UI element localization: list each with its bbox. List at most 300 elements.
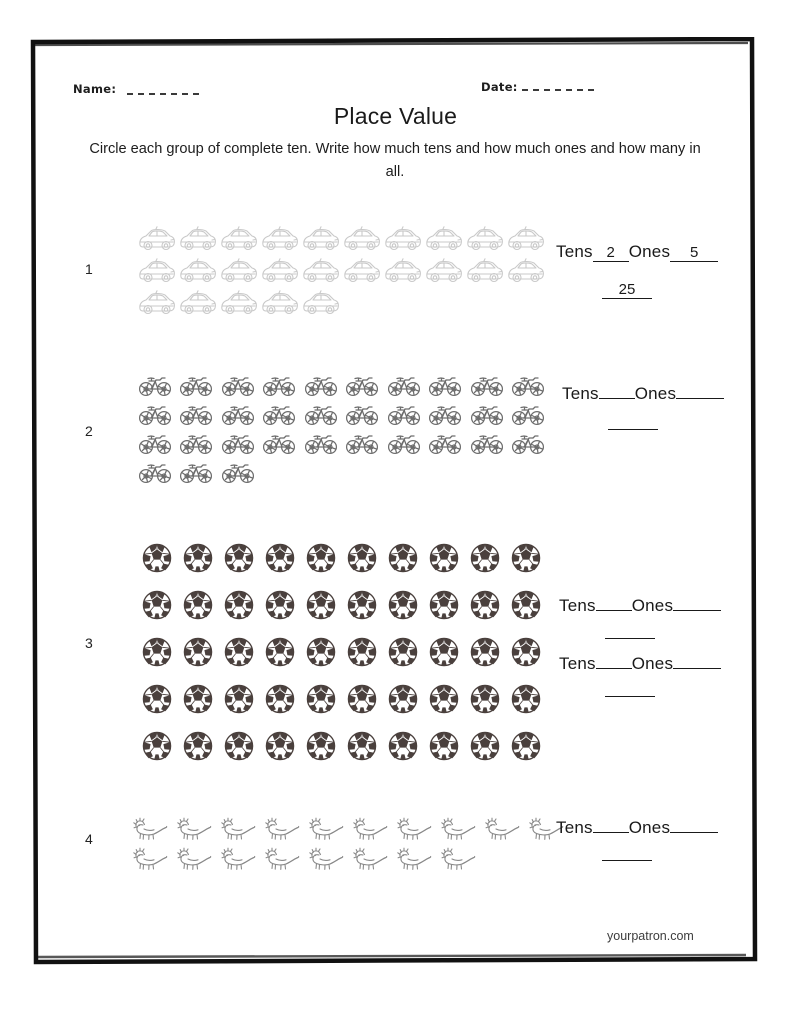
problem-number-1: 1	[85, 261, 93, 277]
bicycle-icon	[428, 373, 462, 397]
bicycle-icon	[511, 402, 545, 426]
soccer-ball-icon	[423, 730, 464, 762]
bicycle-icon	[176, 401, 218, 427]
soccer-ball-icon	[136, 730, 177, 762]
ones-label: Ones	[628, 818, 671, 837]
soccer-ball-icon	[177, 542, 218, 574]
problem-number-2: 2	[85, 423, 93, 439]
total-line	[562, 429, 724, 430]
bicycle-icon	[425, 401, 467, 427]
soccer-ball-icon	[142, 731, 172, 761]
bicycle-icon	[138, 373, 172, 397]
bicycle-icon	[425, 430, 467, 456]
dinosaur-icon	[352, 846, 388, 872]
dinosaur-icon	[176, 846, 212, 872]
icon-row	[128, 844, 568, 874]
dinosaur-icon	[128, 815, 172, 843]
soccer-ball-icon	[218, 683, 259, 715]
bicycle-icon	[221, 373, 255, 397]
bicycle-icon	[304, 402, 338, 426]
car-icon	[219, 258, 259, 286]
dinosaur-icon	[352, 816, 388, 842]
soccer-ball-icon	[382, 730, 423, 762]
soccer-ball-icon	[382, 683, 423, 715]
soccer-ball-icon	[183, 684, 213, 714]
soccer-ball-icon	[259, 589, 300, 621]
soccer-ball-icon	[505, 589, 546, 621]
car-icon	[218, 225, 259, 255]
soccer-ball-icon	[218, 730, 259, 762]
soccer-ball-icon	[347, 543, 377, 573]
soccer-ball-icon	[218, 542, 259, 574]
problem-4-icon-grid	[128, 814, 568, 874]
car-icon	[465, 258, 505, 286]
car-icon	[383, 226, 423, 254]
soccer-ball-icon	[224, 543, 254, 573]
car-icon	[506, 258, 546, 286]
total-blank[interactable]	[602, 860, 652, 861]
bicycle-icon	[428, 402, 462, 426]
total-blank[interactable]	[605, 638, 655, 639]
dinosaur-icon	[440, 816, 476, 842]
car-icon	[177, 257, 218, 287]
tens-label: Tens	[556, 818, 593, 837]
soccer-ball-icon	[464, 542, 505, 574]
car-icon	[424, 226, 464, 254]
soccer-ball-icon	[423, 589, 464, 621]
car-icon	[259, 289, 300, 319]
bicycle-icon	[138, 460, 172, 484]
soccer-ball-icon	[183, 731, 213, 761]
soccer-ball-icon	[183, 590, 213, 620]
soccer-ball-icon	[470, 590, 500, 620]
soccer-ball-icon	[429, 637, 459, 667]
soccer-ball-icon	[300, 542, 341, 574]
bicycle-icon	[221, 431, 255, 455]
dinosaur-icon	[172, 845, 216, 873]
bicycle-icon	[466, 401, 508, 427]
car-icon	[464, 225, 505, 255]
soccer-ball-icon	[347, 731, 377, 761]
icon-row	[136, 224, 546, 256]
soccer-ball-icon	[464, 683, 505, 715]
bicycle-icon	[345, 402, 379, 426]
bicycle-icon	[134, 372, 176, 398]
dinosaur-icon	[348, 815, 392, 843]
total-blank[interactable]	[605, 696, 655, 697]
soccer-ball-icon	[300, 589, 341, 621]
car-icon	[218, 257, 259, 287]
soccer-ball-icon	[511, 590, 541, 620]
icon-row	[136, 534, 546, 581]
soccer-ball-icon	[511, 543, 541, 573]
bicycle-icon	[217, 430, 259, 456]
soccer-ball-icon	[388, 637, 418, 667]
dinosaur-icon	[436, 845, 480, 873]
bicycle-icon	[176, 459, 218, 485]
date-label: Date:	[481, 80, 518, 94]
dinosaur-icon	[264, 816, 300, 842]
bicycle-icon	[511, 431, 545, 455]
soccer-ball-icon	[388, 590, 418, 620]
car-icon	[423, 257, 464, 287]
car-icon	[259, 225, 300, 255]
tens-label: Tens	[556, 242, 593, 261]
soccer-ball-icon	[464, 589, 505, 621]
soccer-ball-icon	[511, 637, 541, 667]
bicycle-icon	[176, 372, 218, 398]
bicycle-icon	[300, 372, 342, 398]
bicycle-icon	[262, 373, 296, 397]
tens-ones-line	[556, 818, 718, 838]
bicycle-icon	[300, 430, 342, 456]
tens-ones-line	[562, 384, 724, 404]
car-icon	[301, 258, 341, 286]
page-title: Place Value	[333, 103, 458, 129]
bicycle-icon	[466, 430, 508, 456]
problem-number-3: 3	[85, 635, 93, 651]
total-blank[interactable]: 25	[602, 281, 652, 299]
car-icon	[136, 225, 177, 255]
icon-row	[136, 628, 546, 675]
problem-1-answers	[556, 242, 718, 299]
car-icon	[177, 289, 218, 319]
soccer-ball-icon	[341, 542, 382, 574]
soccer-ball-icon	[265, 731, 295, 761]
car-icon	[177, 225, 218, 255]
soccer-ball-icon	[183, 543, 213, 573]
soccer-ball-icon	[382, 542, 423, 574]
bicycle-icon	[387, 373, 421, 397]
bicycle-icon	[428, 431, 462, 455]
bicycle-icon	[259, 372, 301, 398]
soccer-ball-icon	[265, 684, 295, 714]
soccer-ball-icon	[423, 636, 464, 668]
soccer-ball-icon	[306, 684, 336, 714]
total-line	[556, 281, 718, 299]
bicycle-icon	[138, 431, 172, 455]
bicycle-icon	[179, 431, 213, 455]
soccer-ball-icon	[136, 636, 177, 668]
ones-blank[interactable]	[673, 668, 721, 669]
car-icon	[260, 258, 300, 286]
soccer-ball-icon	[382, 589, 423, 621]
soccer-ball-icon	[224, 684, 254, 714]
icon-row	[136, 256, 546, 288]
soccer-ball-icon	[177, 589, 218, 621]
soccer-ball-icon	[429, 731, 459, 761]
bicycle-icon	[511, 373, 545, 397]
car-icon	[464, 257, 505, 287]
soccer-ball-icon	[341, 636, 382, 668]
soccer-ball-icon	[347, 590, 377, 620]
car-icon	[300, 225, 341, 255]
problem-number-4: 4	[85, 831, 93, 847]
dinosaur-icon	[396, 816, 432, 842]
icon-row	[136, 288, 546, 320]
car-icon	[383, 258, 423, 286]
tens-blank[interactable]	[599, 398, 635, 399]
soccer-ball-icon	[306, 637, 336, 667]
soccer-ball-icon	[224, 637, 254, 667]
bicycle-icon	[221, 460, 255, 484]
soccer-ball-icon	[136, 589, 177, 621]
soccer-ball-icon	[265, 637, 295, 667]
car-icon	[342, 258, 382, 286]
dinosaur-icon	[216, 845, 260, 873]
bicycle-icon	[176, 430, 218, 456]
soccer-ball-icon	[218, 636, 259, 668]
bicycle-icon	[300, 401, 342, 427]
car-icon	[178, 258, 218, 286]
bicycle-icon	[259, 430, 301, 456]
soccer-ball-icon	[464, 730, 505, 762]
soccer-ball-icon	[429, 543, 459, 573]
dinosaur-icon	[132, 816, 168, 842]
car-icon	[259, 257, 300, 287]
icon-row	[134, 457, 549, 486]
tens-ones-line-a	[559, 596, 721, 616]
bicycle-icon	[304, 373, 338, 397]
soccer-ball-icon	[306, 590, 336, 620]
soccer-ball-icon	[265, 590, 295, 620]
bicycle-icon	[179, 373, 213, 397]
total-line-b	[559, 696, 721, 697]
dinosaur-icon	[392, 815, 436, 843]
icon-row	[136, 581, 546, 628]
car-icon	[505, 225, 546, 255]
car-icon	[465, 226, 505, 254]
soccer-ball-icon	[470, 684, 500, 714]
dinosaur-icon	[216, 815, 260, 843]
dinosaur-icon	[128, 845, 172, 873]
problem-4-answers	[556, 818, 718, 861]
bicycle-icon	[345, 431, 379, 455]
date-input-line[interactable]	[522, 89, 595, 91]
soccer-ball-icon	[341, 730, 382, 762]
soccer-ball-icon	[224, 590, 254, 620]
tens-label: Tens	[559, 654, 596, 673]
bicycle-icon	[387, 431, 421, 455]
soccer-ball-icon	[136, 683, 177, 715]
bicycle-icon	[470, 402, 504, 426]
car-icon	[260, 226, 300, 254]
car-icon	[137, 290, 177, 318]
soccer-ball-icon	[423, 542, 464, 574]
footer-watermark: yourpatron.com	[607, 929, 694, 943]
total-line-a	[559, 638, 721, 639]
bicycle-icon	[383, 401, 425, 427]
icon-row	[134, 370, 549, 399]
bicycle-icon	[217, 459, 259, 485]
soccer-ball-icon	[347, 684, 377, 714]
dinosaur-icon	[484, 816, 520, 842]
bicycle-icon	[345, 373, 379, 397]
bicycle-icon	[342, 372, 384, 398]
dinosaur-icon	[304, 845, 348, 873]
icon-row	[136, 675, 546, 722]
bicycle-icon	[179, 460, 213, 484]
soccer-ball-icon	[177, 730, 218, 762]
ones-label: Ones	[631, 654, 674, 673]
dinosaur-icon	[348, 845, 392, 873]
car-icon	[260, 290, 300, 318]
problem-3-answers	[559, 596, 721, 697]
car-icon	[382, 257, 423, 287]
soccer-ball-icon	[464, 636, 505, 668]
car-icon	[219, 290, 259, 318]
soccer-ball-icon	[470, 731, 500, 761]
soccer-ball-icon	[136, 542, 177, 574]
ones-blank[interactable]	[670, 832, 718, 833]
soccer-ball-icon	[388, 684, 418, 714]
car-icon	[137, 258, 177, 286]
soccer-ball-icon	[382, 636, 423, 668]
soccer-ball-icon	[388, 543, 418, 573]
soccer-ball-icon	[511, 731, 541, 761]
tens-blank[interactable]: 2	[593, 245, 629, 262]
car-icon	[137, 226, 177, 254]
problem-3-icon-grid	[136, 534, 546, 769]
bicycle-icon	[383, 372, 425, 398]
car-icon	[300, 289, 341, 319]
dinosaur-icon	[260, 845, 304, 873]
car-icon	[178, 226, 218, 254]
ones-blank[interactable]: 5	[670, 245, 718, 262]
dinosaur-icon	[172, 815, 216, 843]
soccer-ball-icon	[347, 637, 377, 667]
car-icon	[505, 257, 546, 287]
soccer-ball-icon	[259, 542, 300, 574]
bicycle-icon	[262, 431, 296, 455]
bicycle-icon	[134, 401, 176, 427]
car-icon	[382, 225, 423, 255]
car-icon	[301, 226, 341, 254]
total-blank[interactable]	[608, 429, 658, 430]
soccer-ball-icon	[505, 730, 546, 762]
ones-blank[interactable]	[673, 610, 721, 611]
soccer-ball-icon	[183, 637, 213, 667]
bicycle-icon	[304, 431, 338, 455]
bicycle-icon	[217, 401, 259, 427]
car-icon	[136, 257, 177, 287]
soccer-ball-icon	[423, 683, 464, 715]
name-label: Name:	[73, 82, 117, 96]
soccer-ball-icon	[218, 589, 259, 621]
ones-label: Ones	[628, 242, 671, 261]
soccer-ball-icon	[429, 684, 459, 714]
soccer-ball-icon	[300, 730, 341, 762]
bicycle-icon	[259, 401, 301, 427]
soccer-ball-icon	[505, 636, 546, 668]
soccer-ball-icon	[300, 636, 341, 668]
dinosaur-icon	[396, 846, 432, 872]
soccer-ball-icon	[306, 543, 336, 573]
car-icon	[506, 226, 546, 254]
car-icon	[342, 226, 382, 254]
bicycle-icon	[470, 373, 504, 397]
car-icon	[300, 257, 341, 287]
soccer-ball-icon	[429, 590, 459, 620]
name-input-line[interactable]	[127, 93, 200, 95]
icon-row	[134, 428, 549, 457]
dinosaur-icon	[308, 846, 344, 872]
soccer-ball-icon	[300, 683, 341, 715]
bicycle-icon	[466, 372, 508, 398]
soccer-ball-icon	[341, 589, 382, 621]
bicycle-icon	[342, 401, 384, 427]
bicycle-icon	[217, 372, 259, 398]
ones-label: Ones	[631, 596, 674, 615]
soccer-ball-icon	[259, 730, 300, 762]
bicycle-icon	[508, 372, 550, 398]
bicycle-icon	[134, 430, 176, 456]
car-icon	[219, 226, 259, 254]
bicycle-icon	[425, 372, 467, 398]
soccer-ball-icon	[470, 637, 500, 667]
tens-blank[interactable]	[596, 610, 632, 611]
car-icon	[136, 289, 177, 319]
car-icon	[178, 290, 218, 318]
problem-2-icon-grid	[134, 370, 549, 486]
dinosaur-icon	[480, 815, 524, 843]
car-icon	[423, 225, 464, 255]
icon-row	[128, 814, 568, 844]
bicycle-icon	[138, 402, 172, 426]
problem-1-icon-grid	[136, 224, 546, 320]
soccer-ball-icon	[265, 543, 295, 573]
car-icon	[301, 290, 341, 318]
tens-label: Tens	[559, 596, 596, 615]
soccer-ball-icon	[341, 683, 382, 715]
ones-label: Ones	[634, 384, 677, 403]
soccer-ball-icon	[142, 543, 172, 573]
car-icon	[424, 258, 464, 286]
dinosaur-icon	[392, 845, 436, 873]
soccer-ball-icon	[259, 636, 300, 668]
soccer-ball-icon	[142, 684, 172, 714]
tens-blank[interactable]	[593, 832, 629, 833]
soccer-ball-icon	[142, 637, 172, 667]
soccer-ball-icon	[224, 731, 254, 761]
bicycle-icon	[134, 459, 176, 485]
bicycle-icon	[221, 402, 255, 426]
dinosaur-icon	[220, 846, 256, 872]
total-line	[556, 860, 718, 861]
soccer-ball-icon	[177, 636, 218, 668]
dinosaur-icon	[440, 846, 476, 872]
car-icon	[218, 289, 259, 319]
soccer-ball-icon	[388, 731, 418, 761]
bicycle-icon	[508, 430, 550, 456]
instructions-text: Circle each group of complete ten. Write how much tens and how much ones and how many in all.	[89, 141, 701, 180]
tens-blank[interactable]	[596, 668, 632, 669]
soccer-ball-icon	[470, 543, 500, 573]
bicycle-icon	[179, 402, 213, 426]
car-icon	[341, 225, 382, 255]
soccer-ball-icon	[177, 683, 218, 715]
bicycle-icon	[262, 402, 296, 426]
ones-blank[interactable]	[676, 398, 724, 399]
soccer-ball-icon	[142, 590, 172, 620]
soccer-ball-icon	[505, 542, 546, 574]
soccer-ball-icon	[306, 731, 336, 761]
dinosaur-icon	[304, 815, 348, 843]
bicycle-icon	[387, 402, 421, 426]
soccer-ball-icon	[511, 684, 541, 714]
car-icon	[341, 257, 382, 287]
tens-label: Tens	[562, 384, 599, 403]
